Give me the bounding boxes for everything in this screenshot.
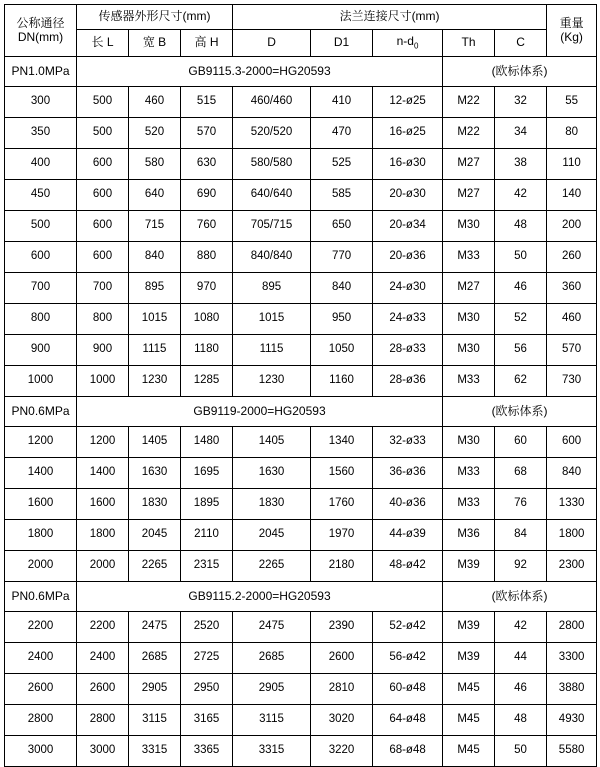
cell-width: 2265 (129, 551, 181, 582)
cell-weight: 2800 (547, 612, 597, 643)
table-row (5, 304, 597, 335)
cell-length: 500 (77, 87, 129, 118)
table-row (5, 458, 597, 489)
cell-d: 1015 (233, 304, 311, 335)
header-col-d: D (233, 30, 311, 57)
cell-bolt-holes: 24-ø33 (373, 304, 443, 335)
cell-weight: 110 (547, 149, 597, 180)
cell-d: 460/460 (233, 87, 311, 118)
cell-dn: 500 (5, 211, 77, 242)
specification-table (4, 4, 597, 767)
cell-d1: 3220 (311, 736, 373, 767)
cell-bolt-holes: 16-ø25 (373, 118, 443, 149)
cell-c: 34 (495, 118, 547, 149)
cell-d1: 950 (311, 304, 373, 335)
cell-width: 580 (129, 149, 181, 180)
table-row (5, 612, 597, 643)
cell-height: 630 (181, 149, 233, 180)
table-header (5, 5, 597, 57)
cell-c: 84 (495, 520, 547, 551)
header-nominal-diameter-line1: 公称通径 (16, 15, 65, 30)
cell-height: 2520 (181, 612, 233, 643)
cell-d: 2265 (233, 551, 311, 582)
cell-bolt-holes: 44-ø39 (373, 520, 443, 551)
section-pressure-label: PN0.6MPa (5, 582, 77, 612)
cell-weight: 3300 (547, 643, 597, 674)
cell-thread: M33 (443, 489, 495, 520)
cell-d1: 410 (311, 87, 373, 118)
cell-bolt-holes: 12-ø25 (373, 87, 443, 118)
cell-bolt-holes: 36-ø36 (373, 458, 443, 489)
cell-d1: 1760 (311, 489, 373, 520)
header-col-bolt-holes (373, 30, 443, 57)
cell-c: 32 (495, 87, 547, 118)
section-standard-label: GB9119-2000=HG20593 (77, 397, 443, 427)
cell-dn: 300 (5, 87, 77, 118)
cell-c: 56 (495, 335, 547, 366)
cell-c: 44 (495, 643, 547, 674)
cell-thread: M30 (443, 427, 495, 458)
section-pressure-label: PN1.0MPa (5, 57, 77, 87)
table-row (5, 149, 597, 180)
cell-length: 600 (77, 180, 129, 211)
cell-d1: 1160 (311, 366, 373, 397)
cell-height: 2110 (181, 520, 233, 551)
header-nominal-diameter-line2: DN(mm) (17, 29, 64, 44)
cell-d: 2475 (233, 612, 311, 643)
cell-bolt-holes: 20-ø36 (373, 242, 443, 273)
cell-dn: 2200 (5, 612, 77, 643)
header-nominal-diameter (5, 5, 77, 57)
cell-d1: 470 (311, 118, 373, 149)
cell-dn: 900 (5, 335, 77, 366)
cell-height: 880 (181, 242, 233, 273)
cell-bolt-holes: 64-ø48 (373, 705, 443, 736)
cell-weight: 2300 (547, 551, 597, 582)
cell-weight: 460 (547, 304, 597, 335)
cell-thread: M33 (443, 458, 495, 489)
table-row (5, 273, 597, 304)
cell-width: 1230 (129, 366, 181, 397)
cell-thread: M33 (443, 366, 495, 397)
cell-d: 520/520 (233, 118, 311, 149)
cell-width: 1830 (129, 489, 181, 520)
cell-bolt-holes: 56-ø42 (373, 643, 443, 674)
cell-thread: M30 (443, 304, 495, 335)
cell-weight: 140 (547, 180, 597, 211)
cell-bolt-holes: 16-ø30 (373, 149, 443, 180)
cell-length: 2800 (77, 705, 129, 736)
cell-width: 1015 (129, 304, 181, 335)
cell-length: 2200 (77, 612, 129, 643)
table-row (5, 242, 597, 273)
table-row (5, 427, 597, 458)
cell-d: 3315 (233, 736, 311, 767)
cell-c: 42 (495, 612, 547, 643)
cell-width: 1630 (129, 458, 181, 489)
cell-weight: 4930 (547, 705, 597, 736)
cell-c: 50 (495, 242, 547, 273)
cell-width: 895 (129, 273, 181, 304)
cell-weight: 5580 (547, 736, 597, 767)
table-row (5, 489, 597, 520)
cell-length: 1400 (77, 458, 129, 489)
cell-height: 760 (181, 211, 233, 242)
header-weight-line1: 重量 (559, 15, 584, 30)
cell-bolt-holes: 48-ø42 (373, 551, 443, 582)
table-row (5, 87, 597, 118)
cell-d: 640/640 (233, 180, 311, 211)
header-row-columns (5, 30, 597, 57)
cell-thread: M39 (443, 612, 495, 643)
cell-dn: 2800 (5, 705, 77, 736)
cell-dn: 1600 (5, 489, 77, 520)
cell-weight: 3880 (547, 674, 597, 705)
cell-weight: 1800 (547, 520, 597, 551)
cell-dn: 1400 (5, 458, 77, 489)
cell-height: 1695 (181, 458, 233, 489)
cell-bolt-holes: 28-ø33 (373, 335, 443, 366)
cell-bolt-holes: 52-ø42 (373, 612, 443, 643)
header-col-height: 高 H (181, 30, 233, 57)
cell-width: 2685 (129, 643, 181, 674)
cell-d1: 525 (311, 149, 373, 180)
cell-c: 42 (495, 180, 547, 211)
cell-c: 50 (495, 736, 547, 767)
cell-length: 900 (77, 335, 129, 366)
cell-height: 515 (181, 87, 233, 118)
cell-width: 1115 (129, 335, 181, 366)
cell-dn: 2400 (5, 643, 77, 674)
cell-length: 3000 (77, 736, 129, 767)
table-row (5, 643, 597, 674)
table-row (5, 211, 597, 242)
header-col-length: 长 L (77, 30, 129, 57)
cell-bolt-holes: 40-ø36 (373, 489, 443, 520)
cell-bolt-holes: 68-ø48 (373, 736, 443, 767)
cell-thread: M27 (443, 149, 495, 180)
cell-c: 76 (495, 489, 547, 520)
cell-width: 1405 (129, 427, 181, 458)
cell-width: 840 (129, 242, 181, 273)
cell-thread: M27 (443, 180, 495, 211)
cell-d1: 2390 (311, 612, 373, 643)
cell-weight: 570 (547, 335, 597, 366)
cell-dn: 1800 (5, 520, 77, 551)
cell-weight: 600 (547, 427, 597, 458)
header-col-width: 宽 B (129, 30, 181, 57)
cell-width: 640 (129, 180, 181, 211)
cell-d1: 1340 (311, 427, 373, 458)
header-col-thread: Th (443, 30, 495, 57)
cell-height: 1480 (181, 427, 233, 458)
cell-c: 38 (495, 149, 547, 180)
cell-thread: M39 (443, 643, 495, 674)
cell-c: 48 (495, 705, 547, 736)
cell-dn: 1200 (5, 427, 77, 458)
table-row (5, 520, 597, 551)
section-header-row (5, 397, 597, 427)
cell-length: 2400 (77, 643, 129, 674)
cell-dn: 350 (5, 118, 77, 149)
cell-height: 2950 (181, 674, 233, 705)
cell-dn: 600 (5, 242, 77, 273)
cell-thread: M22 (443, 87, 495, 118)
cell-d1: 1050 (311, 335, 373, 366)
cell-width: 715 (129, 211, 181, 242)
cell-d: 2905 (233, 674, 311, 705)
cell-width: 3115 (129, 705, 181, 736)
cell-d1: 650 (311, 211, 373, 242)
cell-c: 52 (495, 304, 547, 335)
cell-weight: 260 (547, 242, 597, 273)
cell-dn: 2600 (5, 674, 77, 705)
cell-length: 2600 (77, 674, 129, 705)
cell-d: 1115 (233, 335, 311, 366)
cell-height: 1895 (181, 489, 233, 520)
cell-weight: 80 (547, 118, 597, 149)
cell-bolt-holes: 20-ø30 (373, 180, 443, 211)
cell-height: 570 (181, 118, 233, 149)
cell-d: 3115 (233, 705, 311, 736)
header-sensor-dimensions: 传感器外形尺寸(mm) (77, 5, 233, 30)
cell-d: 1405 (233, 427, 311, 458)
cell-width: 2045 (129, 520, 181, 551)
cell-d: 705/715 (233, 211, 311, 242)
cell-d: 580/580 (233, 149, 311, 180)
cell-height: 2315 (181, 551, 233, 582)
header-col-bolt-holes-text: n-d (396, 34, 414, 49)
cell-length: 800 (77, 304, 129, 335)
cell-height: 2725 (181, 643, 233, 674)
cell-length: 1200 (77, 427, 129, 458)
cell-d1: 585 (311, 180, 373, 211)
section-standard-label: GB9115.2-2000=HG20593 (77, 582, 443, 612)
cell-height: 1285 (181, 366, 233, 397)
cell-width: 2905 (129, 674, 181, 705)
cell-thread: M45 (443, 705, 495, 736)
cell-dn: 450 (5, 180, 77, 211)
cell-width: 460 (129, 87, 181, 118)
cell-height: 3365 (181, 736, 233, 767)
table-row (5, 674, 597, 705)
cell-dn: 800 (5, 304, 77, 335)
table-row (5, 180, 597, 211)
cell-bolt-holes: 28-ø36 (373, 366, 443, 397)
cell-weight: 55 (547, 87, 597, 118)
section-note-label: (欧标体系) (443, 582, 597, 612)
cell-dn: 400 (5, 149, 77, 180)
cell-d1: 770 (311, 242, 373, 273)
table-body (5, 57, 597, 767)
cell-c: 60 (495, 427, 547, 458)
header-weight (547, 5, 597, 57)
table-row (5, 335, 597, 366)
cell-d1: 1560 (311, 458, 373, 489)
section-note-label: (欧标体系) (443, 397, 597, 427)
cell-bolt-holes: 24-ø30 (373, 273, 443, 304)
cell-length: 2000 (77, 551, 129, 582)
cell-length: 1000 (77, 366, 129, 397)
cell-height: 1180 (181, 335, 233, 366)
cell-height: 3165 (181, 705, 233, 736)
cell-length: 600 (77, 242, 129, 273)
cell-c: 46 (495, 674, 547, 705)
cell-length: 600 (77, 149, 129, 180)
cell-d1: 2180 (311, 551, 373, 582)
cell-height: 970 (181, 273, 233, 304)
cell-weight: 200 (547, 211, 597, 242)
cell-width: 520 (129, 118, 181, 149)
header-row-groups (5, 5, 597, 30)
cell-weight: 730 (547, 366, 597, 397)
cell-d1: 2810 (311, 674, 373, 705)
cell-d1: 1970 (311, 520, 373, 551)
cell-length: 700 (77, 273, 129, 304)
cell-thread: M30 (443, 211, 495, 242)
cell-height: 1080 (181, 304, 233, 335)
cell-thread: M27 (443, 273, 495, 304)
cell-length: 500 (77, 118, 129, 149)
table-row (5, 366, 597, 397)
cell-weight: 1330 (547, 489, 597, 520)
cell-d: 1230 (233, 366, 311, 397)
cell-d: 895 (233, 273, 311, 304)
cell-c: 68 (495, 458, 547, 489)
cell-c: 46 (495, 273, 547, 304)
table-row (5, 705, 597, 736)
cell-c: 62 (495, 366, 547, 397)
cell-height: 690 (181, 180, 233, 211)
cell-thread: M33 (443, 242, 495, 273)
cell-width: 3315 (129, 736, 181, 767)
cell-d: 1630 (233, 458, 311, 489)
cell-d1: 840 (311, 273, 373, 304)
section-header-row (5, 582, 597, 612)
cell-length: 1600 (77, 489, 129, 520)
cell-weight: 360 (547, 273, 597, 304)
cell-thread: M45 (443, 674, 495, 705)
cell-thread: M45 (443, 736, 495, 767)
cell-c: 48 (495, 211, 547, 242)
cell-weight: 840 (547, 458, 597, 489)
cell-d: 2045 (233, 520, 311, 551)
cell-dn: 700 (5, 273, 77, 304)
header-weight-line2: (Kg) (560, 29, 583, 44)
cell-thread: M39 (443, 551, 495, 582)
cell-c: 92 (495, 551, 547, 582)
cell-thread: M22 (443, 118, 495, 149)
cell-length: 1800 (77, 520, 129, 551)
cell-thread: M36 (443, 520, 495, 551)
cell-bolt-holes: 60-ø48 (373, 674, 443, 705)
table-row (5, 118, 597, 149)
section-standard-label: GB9115.3-2000=HG20593 (77, 57, 443, 87)
header-flange-dimensions: 法兰连接尺寸(mm) (233, 5, 547, 30)
cell-d: 2685 (233, 643, 311, 674)
cell-d: 1830 (233, 489, 311, 520)
header-col-bolt-holes-subscript: 0 (413, 41, 419, 51)
section-header-row (5, 57, 597, 87)
cell-d1: 3020 (311, 705, 373, 736)
cell-thread: M30 (443, 335, 495, 366)
cell-length: 600 (77, 211, 129, 242)
header-col-d1: D1 (311, 30, 373, 57)
cell-bolt-holes: 32-ø33 (373, 427, 443, 458)
cell-dn: 2000 (5, 551, 77, 582)
header-col-c: C (495, 30, 547, 57)
cell-d1: 2600 (311, 643, 373, 674)
section-pressure-label: PN0.6MPa (5, 397, 77, 427)
cell-dn: 1000 (5, 366, 77, 397)
cell-width: 2475 (129, 612, 181, 643)
table-row (5, 551, 597, 582)
cell-bolt-holes: 20-ø34 (373, 211, 443, 242)
table-row (5, 736, 597, 767)
section-note-label: (欧标体系) (443, 57, 597, 87)
cell-dn: 3000 (5, 736, 77, 767)
cell-d: 840/840 (233, 242, 311, 273)
